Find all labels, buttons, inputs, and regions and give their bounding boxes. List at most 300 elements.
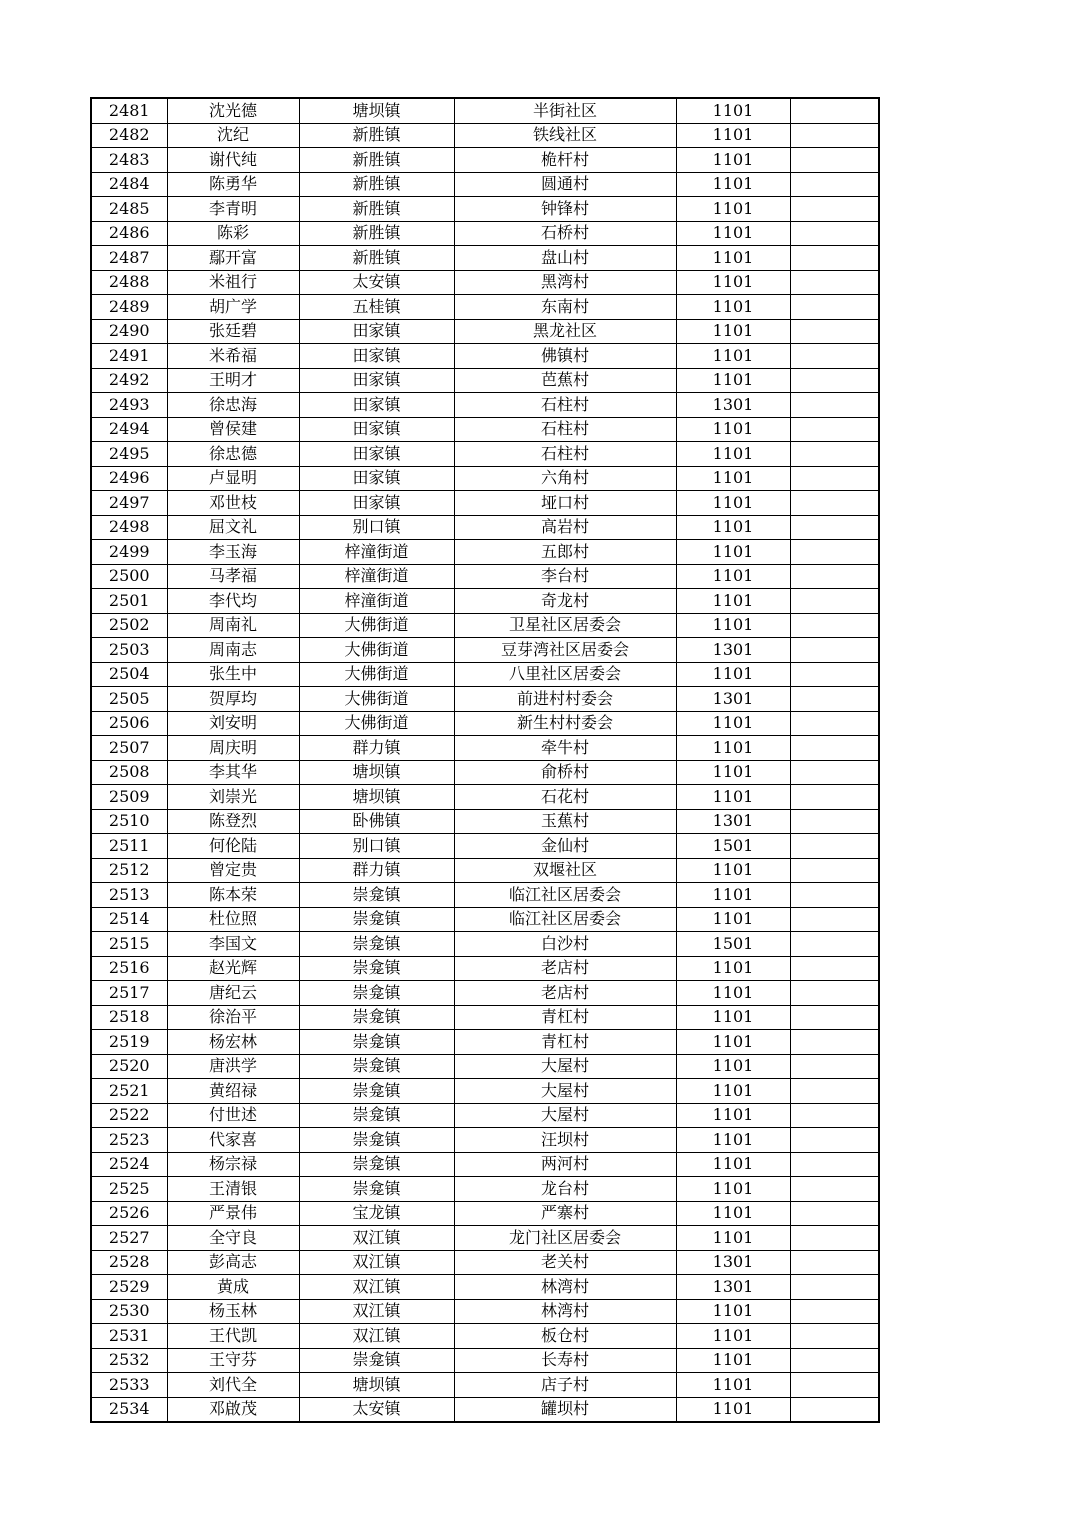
code-cell: 1101 <box>676 613 790 638</box>
remark-cell <box>790 809 879 834</box>
row-number-cell: 2492 <box>91 368 167 393</box>
table-row <box>91 638 879 663</box>
row-number-cell: 2489 <box>91 295 167 320</box>
row-number-cell: 2502 <box>91 613 167 638</box>
village-cell: 板仓村 <box>454 1324 676 1349</box>
town-cell: 崇龛镇 <box>299 907 454 932</box>
row-number-cell: 2507 <box>91 736 167 761</box>
row-number-cell: 2493 <box>91 393 167 418</box>
row-number-cell: 2516 <box>91 956 167 981</box>
code-cell: 1501 <box>676 932 790 957</box>
town-cell: 双江镇 <box>299 1324 454 1349</box>
name-cell: 沈光德 <box>167 98 299 123</box>
village-cell: 桅杆村 <box>454 148 676 173</box>
village-cell: 前进村村委会 <box>454 687 676 712</box>
table-row <box>91 711 879 736</box>
code-cell: 1301 <box>676 393 790 418</box>
name-cell: 沈纪 <box>167 123 299 148</box>
name-cell: 唐纪云 <box>167 981 299 1006</box>
row-number-cell: 2504 <box>91 662 167 687</box>
name-cell: 李玉海 <box>167 540 299 565</box>
row-number-cell: 2510 <box>91 809 167 834</box>
remark-cell <box>790 1324 879 1349</box>
name-cell: 李其华 <box>167 760 299 785</box>
village-cell: 临江社区居委会 <box>454 907 676 932</box>
remark-cell <box>790 834 879 859</box>
name-cell: 徐忠德 <box>167 442 299 467</box>
table-row <box>91 246 879 271</box>
name-cell: 刘代全 <box>167 1373 299 1398</box>
code-cell: 1101 <box>676 1397 790 1422</box>
name-cell: 杨玉林 <box>167 1299 299 1324</box>
village-cell: 半街社区 <box>454 98 676 123</box>
village-cell: 石柱村 <box>454 442 676 467</box>
table-row <box>91 344 879 369</box>
remark-cell <box>790 883 879 908</box>
name-cell: 鄢开富 <box>167 246 299 271</box>
town-cell: 崇龛镇 <box>299 1079 454 1104</box>
remark-cell <box>790 736 879 761</box>
row-number-cell: 2524 <box>91 1152 167 1177</box>
table-row <box>91 1128 879 1153</box>
code-cell: 1101 <box>676 1373 790 1398</box>
code-cell: 1101 <box>676 662 790 687</box>
remark-cell <box>790 491 879 516</box>
table-row <box>91 123 879 148</box>
name-cell: 赵光辉 <box>167 956 299 981</box>
village-cell: 罐坝村 <box>454 1397 676 1422</box>
name-cell: 邓啟茂 <box>167 1397 299 1422</box>
row-number-cell: 2488 <box>91 270 167 295</box>
remark-cell <box>790 1079 879 1104</box>
village-cell: 大屋村 <box>454 1103 676 1128</box>
town-cell: 田家镇 <box>299 368 454 393</box>
row-number-cell: 2481 <box>91 98 167 123</box>
table-row <box>91 393 879 418</box>
name-cell: 陈本荣 <box>167 883 299 908</box>
town-cell: 田家镇 <box>299 442 454 467</box>
remark-cell <box>790 148 879 173</box>
name-cell: 谢代纯 <box>167 148 299 173</box>
data-table <box>90 97 880 1423</box>
table-row <box>91 834 879 859</box>
table-row <box>91 1299 879 1324</box>
remark-cell <box>790 981 879 1006</box>
table-row <box>91 172 879 197</box>
table-row <box>91 1324 879 1349</box>
row-number-cell: 2518 <box>91 1005 167 1030</box>
code-cell: 1101 <box>676 172 790 197</box>
code-cell: 1101 <box>676 1152 790 1177</box>
row-number-cell: 2482 <box>91 123 167 148</box>
village-cell: 石花村 <box>454 785 676 810</box>
code-cell: 1101 <box>676 1299 790 1324</box>
row-number-cell: 2520 <box>91 1054 167 1079</box>
village-cell: 豆芽湾社区居委会 <box>454 638 676 663</box>
name-cell: 唐洪学 <box>167 1054 299 1079</box>
town-cell: 崇龛镇 <box>299 1103 454 1128</box>
village-cell: 新生村村委会 <box>454 711 676 736</box>
code-cell: 1101 <box>676 760 790 785</box>
village-cell: 奇龙村 <box>454 589 676 614</box>
village-cell: 铁线社区 <box>454 123 676 148</box>
village-cell: 龙门社区居委会 <box>454 1226 676 1251</box>
code-cell: 1101 <box>676 246 790 271</box>
table-row <box>91 515 879 540</box>
town-cell: 双江镇 <box>299 1275 454 1300</box>
village-cell: 东南村 <box>454 295 676 320</box>
remark-cell <box>790 613 879 638</box>
town-cell: 崇龛镇 <box>299 1128 454 1153</box>
village-cell: 六角村 <box>454 466 676 491</box>
row-number-cell: 2514 <box>91 907 167 932</box>
table-row <box>91 1152 879 1177</box>
table-row <box>91 785 879 810</box>
table-row <box>91 368 879 393</box>
remark-cell <box>790 1201 879 1226</box>
row-number-cell: 2511 <box>91 834 167 859</box>
remark-cell <box>790 1299 879 1324</box>
table-row <box>91 956 879 981</box>
village-cell: 玉蕉村 <box>454 809 676 834</box>
remark-cell <box>790 98 879 123</box>
code-cell: 1501 <box>676 834 790 859</box>
remark-cell <box>790 540 879 565</box>
village-cell: 卫星社区居委会 <box>454 613 676 638</box>
remark-cell <box>790 662 879 687</box>
name-cell: 胡广学 <box>167 295 299 320</box>
town-cell: 崇龛镇 <box>299 981 454 1006</box>
code-cell: 1101 <box>676 956 790 981</box>
row-number-cell: 2515 <box>91 932 167 957</box>
code-cell: 1101 <box>676 197 790 222</box>
name-cell: 张生中 <box>167 662 299 687</box>
table-row <box>91 417 879 442</box>
village-cell: 金仙村 <box>454 834 676 859</box>
name-cell: 黄绍禄 <box>167 1079 299 1104</box>
remark-cell <box>790 172 879 197</box>
table-row <box>91 883 879 908</box>
row-number-cell: 2513 <box>91 883 167 908</box>
code-cell: 1101 <box>676 1103 790 1128</box>
town-cell: 崇龛镇 <box>299 1348 454 1373</box>
town-cell: 大佛街道 <box>299 711 454 736</box>
remark-cell <box>790 393 879 418</box>
name-cell: 马孝福 <box>167 564 299 589</box>
code-cell: 1101 <box>676 1079 790 1104</box>
code-cell: 1101 <box>676 515 790 540</box>
code-cell: 1101 <box>676 417 790 442</box>
town-cell: 崇龛镇 <box>299 1054 454 1079</box>
village-cell: 两河村 <box>454 1152 676 1177</box>
remark-cell <box>790 1128 879 1153</box>
table-row <box>91 564 879 589</box>
table-row <box>91 221 879 246</box>
code-cell: 1101 <box>676 344 790 369</box>
town-cell: 崇龛镇 <box>299 1177 454 1202</box>
table-row <box>91 148 879 173</box>
remark-cell <box>790 197 879 222</box>
row-number-cell: 2503 <box>91 638 167 663</box>
village-cell: 店子村 <box>454 1373 676 1398</box>
name-cell: 杨宗禄 <box>167 1152 299 1177</box>
town-cell: 田家镇 <box>299 344 454 369</box>
table-row <box>91 1177 879 1202</box>
code-cell: 1101 <box>676 981 790 1006</box>
village-cell: 龙台村 <box>454 1177 676 1202</box>
name-cell: 屈文礼 <box>167 515 299 540</box>
village-cell: 双堰社区 <box>454 858 676 883</box>
row-number-cell: 2491 <box>91 344 167 369</box>
code-cell: 1101 <box>676 98 790 123</box>
remark-cell <box>790 932 879 957</box>
row-number-cell: 2498 <box>91 515 167 540</box>
table-row <box>91 736 879 761</box>
name-cell: 张廷碧 <box>167 319 299 344</box>
remark-cell <box>790 1005 879 1030</box>
remark-cell <box>790 515 879 540</box>
table-row <box>91 981 879 1006</box>
table-row <box>91 760 879 785</box>
town-cell: 大佛街道 <box>299 687 454 712</box>
village-cell: 临江社区居委会 <box>454 883 676 908</box>
town-cell: 新胜镇 <box>299 197 454 222</box>
table-row <box>91 466 879 491</box>
table-row <box>91 1201 879 1226</box>
name-cell: 徐治平 <box>167 1005 299 1030</box>
remark-cell <box>790 270 879 295</box>
town-cell: 群力镇 <box>299 858 454 883</box>
code-cell: 1101 <box>676 785 790 810</box>
row-number-cell: 2509 <box>91 785 167 810</box>
row-number-cell: 2519 <box>91 1030 167 1055</box>
town-cell: 梓潼街道 <box>299 589 454 614</box>
village-cell: 钟锋村 <box>454 197 676 222</box>
village-cell: 垭口村 <box>454 491 676 516</box>
remark-cell <box>790 295 879 320</box>
code-cell: 1101 <box>676 270 790 295</box>
remark-cell <box>790 442 879 467</box>
row-number-cell: 2526 <box>91 1201 167 1226</box>
name-cell: 王清银 <box>167 1177 299 1202</box>
name-cell: 曾定贵 <box>167 858 299 883</box>
table-row <box>91 662 879 687</box>
remark-cell <box>790 1030 879 1055</box>
code-cell: 1101 <box>676 1030 790 1055</box>
code-cell: 1101 <box>676 295 790 320</box>
code-cell: 1101 <box>676 883 790 908</box>
code-cell: 1101 <box>676 1128 790 1153</box>
code-cell: 1101 <box>676 466 790 491</box>
town-cell: 崇龛镇 <box>299 956 454 981</box>
town-cell: 塘坝镇 <box>299 760 454 785</box>
name-cell: 刘崇光 <box>167 785 299 810</box>
town-cell: 卧佛镇 <box>299 809 454 834</box>
name-cell: 全守良 <box>167 1226 299 1251</box>
village-cell: 李台村 <box>454 564 676 589</box>
code-cell: 1101 <box>676 564 790 589</box>
row-number-cell: 2527 <box>91 1226 167 1251</box>
name-cell: 曾侯建 <box>167 417 299 442</box>
row-number-cell: 2533 <box>91 1373 167 1398</box>
town-cell: 新胜镇 <box>299 221 454 246</box>
remark-cell <box>790 417 879 442</box>
village-cell: 汪坝村 <box>454 1128 676 1153</box>
village-cell: 黑龙社区 <box>454 319 676 344</box>
name-cell: 王守芬 <box>167 1348 299 1373</box>
remark-cell <box>790 1226 879 1251</box>
row-number-cell: 2531 <box>91 1324 167 1349</box>
table-row <box>91 1250 879 1275</box>
table-row <box>91 1103 879 1128</box>
town-cell: 大佛街道 <box>299 638 454 663</box>
name-cell: 李青明 <box>167 197 299 222</box>
remark-cell <box>790 907 879 932</box>
table-body <box>91 98 879 1422</box>
name-cell: 周庆明 <box>167 736 299 761</box>
name-cell: 黄成 <box>167 1275 299 1300</box>
table-row <box>91 1348 879 1373</box>
code-cell: 1101 <box>676 148 790 173</box>
town-cell: 塘坝镇 <box>299 785 454 810</box>
village-cell: 严寨村 <box>454 1201 676 1226</box>
code-cell: 1101 <box>676 442 790 467</box>
remark-cell <box>790 1373 879 1398</box>
village-cell: 白沙村 <box>454 932 676 957</box>
table-row <box>91 687 879 712</box>
town-cell: 崇龛镇 <box>299 932 454 957</box>
village-cell: 黑湾村 <box>454 270 676 295</box>
code-cell: 1101 <box>676 907 790 932</box>
code-cell: 1101 <box>676 1054 790 1079</box>
village-cell: 长寿村 <box>454 1348 676 1373</box>
table-row <box>91 1030 879 1055</box>
table-row <box>91 932 879 957</box>
table-row <box>91 98 879 123</box>
table-row <box>91 319 879 344</box>
table-row <box>91 197 879 222</box>
remark-cell <box>790 858 879 883</box>
row-number-cell: 2486 <box>91 221 167 246</box>
table-row <box>91 491 879 516</box>
town-cell: 崇龛镇 <box>299 1030 454 1055</box>
name-cell: 米祖行 <box>167 270 299 295</box>
code-cell: 1301 <box>676 1250 790 1275</box>
row-number-cell: 2495 <box>91 442 167 467</box>
code-cell: 1301 <box>676 687 790 712</box>
village-cell: 石桥村 <box>454 221 676 246</box>
code-cell: 1101 <box>676 540 790 565</box>
town-cell: 田家镇 <box>299 491 454 516</box>
remark-cell <box>790 319 879 344</box>
row-number-cell: 2517 <box>91 981 167 1006</box>
town-cell: 新胜镇 <box>299 123 454 148</box>
town-cell: 田家镇 <box>299 393 454 418</box>
village-cell: 大屋村 <box>454 1079 676 1104</box>
village-cell: 俞桥村 <box>454 760 676 785</box>
remark-cell <box>790 956 879 981</box>
name-cell: 严景伟 <box>167 1201 299 1226</box>
village-cell: 高岩村 <box>454 515 676 540</box>
row-number-cell: 2530 <box>91 1299 167 1324</box>
code-cell: 1101 <box>676 491 790 516</box>
code-cell: 1101 <box>676 1324 790 1349</box>
name-cell: 杜位照 <box>167 907 299 932</box>
row-number-cell: 2512 <box>91 858 167 883</box>
code-cell: 1101 <box>676 123 790 148</box>
code-cell: 1101 <box>676 736 790 761</box>
table-row <box>91 442 879 467</box>
remark-cell <box>790 1177 879 1202</box>
table-row <box>91 295 879 320</box>
row-number-cell: 2483 <box>91 148 167 173</box>
row-number-cell: 2499 <box>91 540 167 565</box>
town-cell: 双江镇 <box>299 1226 454 1251</box>
village-cell: 五郎村 <box>454 540 676 565</box>
row-number-cell: 2521 <box>91 1079 167 1104</box>
row-number-cell: 2500 <box>91 564 167 589</box>
name-cell: 徐忠海 <box>167 393 299 418</box>
remark-cell <box>790 1054 879 1079</box>
code-cell: 1101 <box>676 1226 790 1251</box>
name-cell: 李代均 <box>167 589 299 614</box>
code-cell: 1101 <box>676 1201 790 1226</box>
table-row <box>91 1054 879 1079</box>
code-cell: 1101 <box>676 221 790 246</box>
row-number-cell: 2525 <box>91 1177 167 1202</box>
village-cell: 老店村 <box>454 981 676 1006</box>
remark-cell <box>790 711 879 736</box>
remark-cell <box>790 785 879 810</box>
name-cell: 邓世枝 <box>167 491 299 516</box>
village-cell: 青杠村 <box>454 1005 676 1030</box>
table-row <box>91 858 879 883</box>
row-number-cell: 2532 <box>91 1348 167 1373</box>
remark-cell <box>790 638 879 663</box>
row-number-cell: 2497 <box>91 491 167 516</box>
name-cell: 付世述 <box>167 1103 299 1128</box>
remark-cell <box>790 368 879 393</box>
town-cell: 五桂镇 <box>299 295 454 320</box>
code-cell: 1101 <box>676 711 790 736</box>
town-cell: 塘坝镇 <box>299 98 454 123</box>
table-row <box>91 907 879 932</box>
table-row <box>91 270 879 295</box>
village-cell: 牵牛村 <box>454 736 676 761</box>
village-cell: 圆通村 <box>454 172 676 197</box>
town-cell: 田家镇 <box>299 319 454 344</box>
town-cell: 田家镇 <box>299 466 454 491</box>
row-number-cell: 2523 <box>91 1128 167 1153</box>
code-cell: 1101 <box>676 1177 790 1202</box>
row-number-cell: 2529 <box>91 1275 167 1300</box>
code-cell: 1101 <box>676 1348 790 1373</box>
town-cell: 大佛街道 <box>299 662 454 687</box>
remark-cell <box>790 1275 879 1300</box>
name-cell: 贺厚均 <box>167 687 299 712</box>
village-cell: 芭蕉村 <box>454 368 676 393</box>
town-cell: 太安镇 <box>299 270 454 295</box>
table-row <box>91 809 879 834</box>
village-cell: 林湾村 <box>454 1275 676 1300</box>
name-cell: 代家喜 <box>167 1128 299 1153</box>
row-number-cell: 2490 <box>91 319 167 344</box>
village-cell: 青杠村 <box>454 1030 676 1055</box>
row-number-cell: 2494 <box>91 417 167 442</box>
name-cell: 王代凯 <box>167 1324 299 1349</box>
town-cell: 崇龛镇 <box>299 1005 454 1030</box>
remark-cell <box>790 221 879 246</box>
